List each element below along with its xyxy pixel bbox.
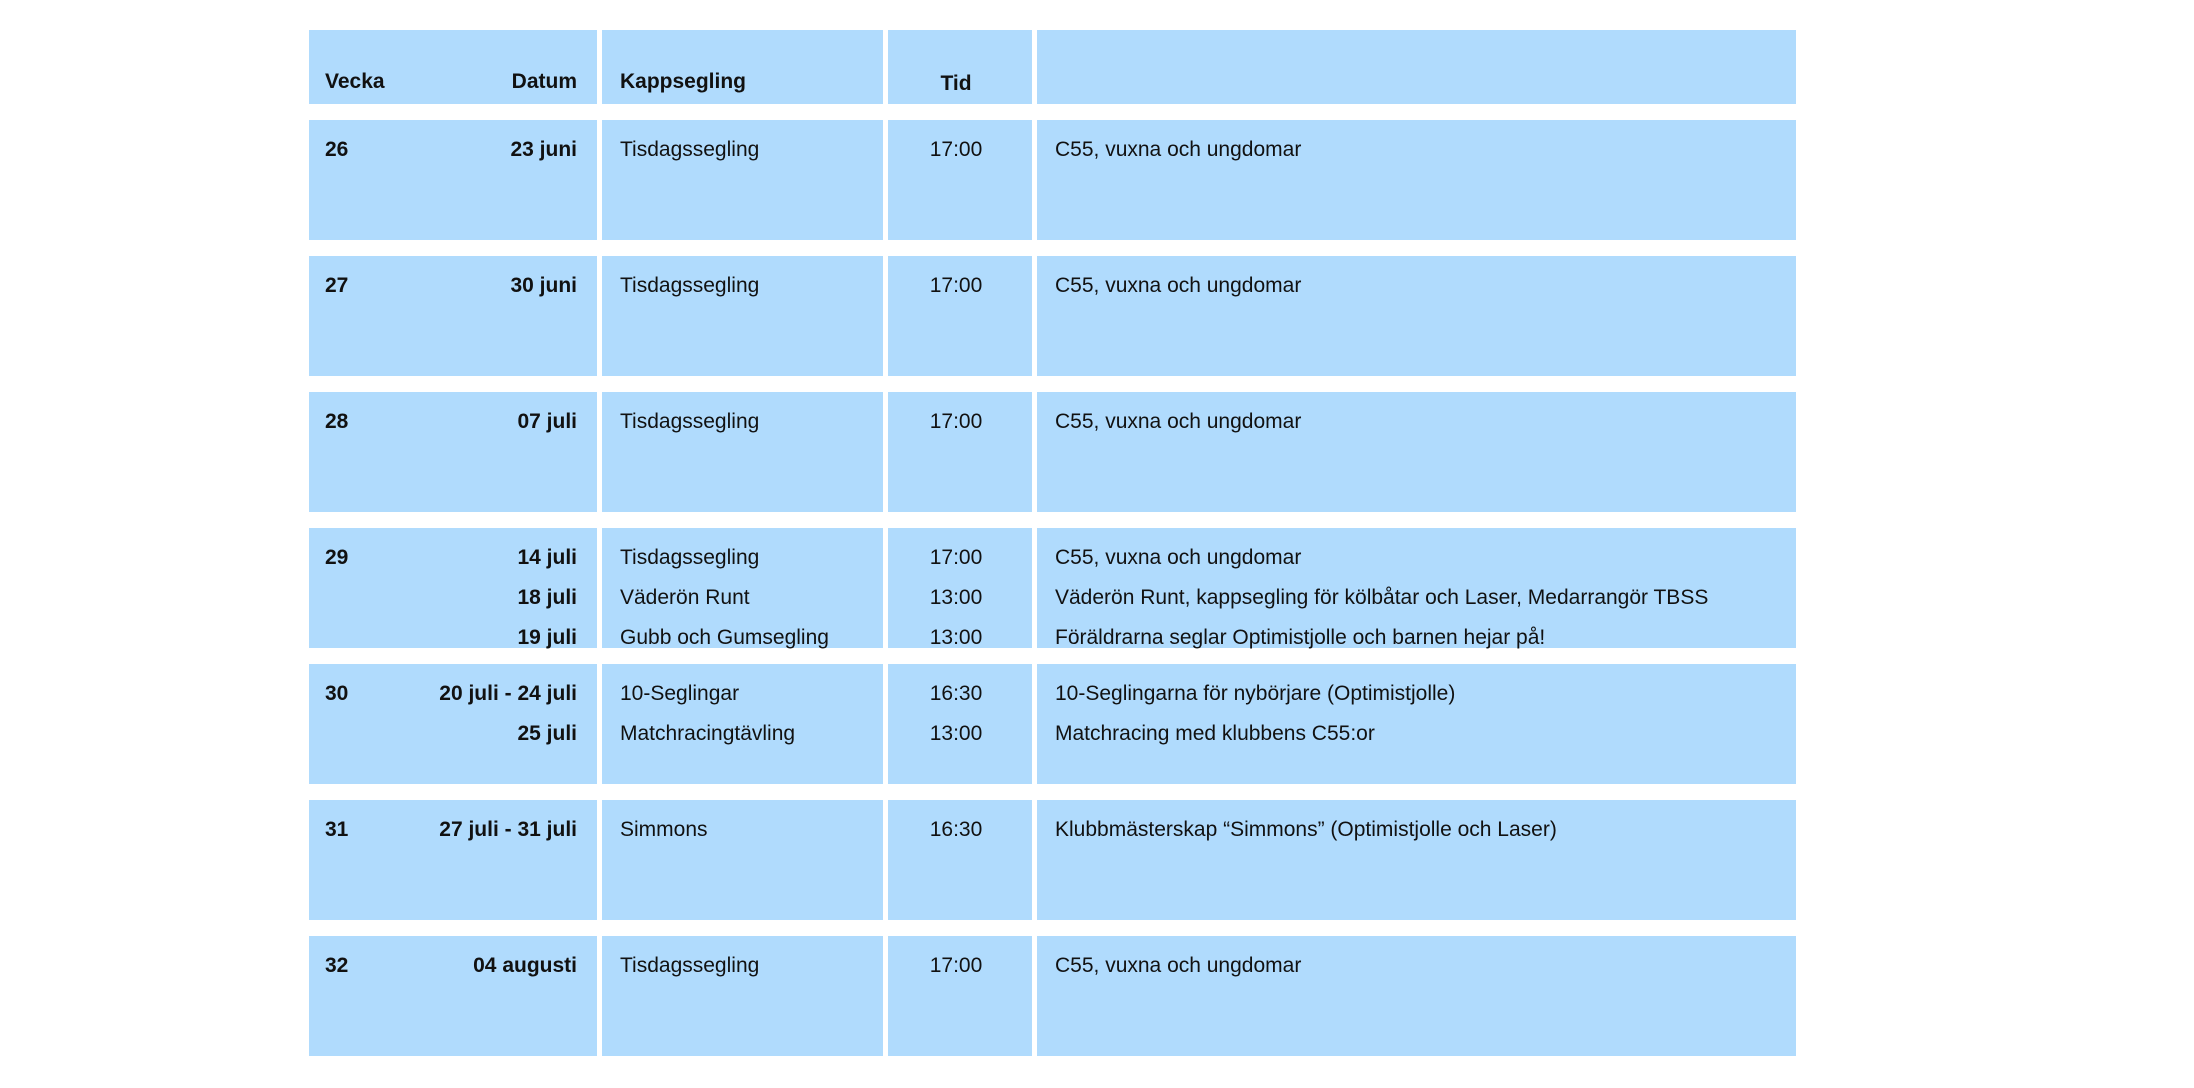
- race-name: Tisdagssegling: [620, 954, 760, 977]
- race-name: Väderön Runt: [620, 586, 750, 609]
- date-text: 07 juli: [517, 410, 577, 433]
- race-cell: [602, 800, 883, 920]
- race-name: Tisdagssegling: [620, 274, 760, 297]
- header-tid: Tid: [940, 72, 972, 95]
- race-description: 10-Seglingarna för nybörjare (Optimistjolle): [1055, 682, 1456, 705]
- race-time: 17:00: [929, 546, 983, 569]
- time-cell: [888, 800, 1032, 920]
- week-number: 27: [325, 274, 349, 297]
- race-time: 13:00: [929, 586, 983, 609]
- race-time: 17:00: [929, 274, 983, 297]
- race-name: Tisdagssegling: [620, 546, 760, 569]
- race-description: C55, vuxna och ungdomar: [1055, 274, 1302, 297]
- time-cell: [888, 120, 1032, 240]
- header-cell-race: [602, 30, 883, 104]
- race-time: 17:00: [929, 138, 983, 161]
- race-description: C55, vuxna och ungdomar: [1055, 546, 1302, 569]
- header-cell-time: [888, 30, 1032, 104]
- week-number: 28: [325, 410, 349, 433]
- race-description: C55, vuxna och ungdomar: [1055, 138, 1302, 161]
- header-vecka: Vecka: [325, 70, 385, 93]
- race-name: Simmons: [620, 818, 708, 841]
- week-date-cell: [309, 120, 597, 240]
- week-number: 29: [325, 546, 349, 569]
- race-cell: [602, 664, 883, 784]
- race-description: Föräldrarna seglar Optimistjolle och barnen hejar på!: [1055, 626, 1546, 649]
- date-text: 18 juli: [517, 586, 577, 609]
- description-cell: [1037, 256, 1796, 376]
- race-description: C55, vuxna och ungdomar: [1055, 954, 1302, 977]
- race-time: 17:00: [929, 954, 983, 977]
- race-description: Klubbmästerskap “Simmons” (Optimistjolle och Laser): [1055, 818, 1557, 841]
- table-row: [309, 800, 1801, 920]
- date-list: [439, 816, 577, 856]
- week-number: 32: [325, 954, 349, 977]
- header-cell-description: [1037, 30, 1796, 104]
- date-list: [439, 680, 577, 760]
- week-date-cell: [309, 528, 597, 648]
- header-datum: Datum: [511, 70, 577, 93]
- race-description: C55, vuxna och ungdomar: [1055, 410, 1302, 433]
- description-cell: [1037, 664, 1796, 784]
- description-cell: [1037, 800, 1796, 920]
- header-kappsegling: Kappsegling: [620, 70, 747, 93]
- race-cell: [602, 120, 883, 240]
- table-row: [309, 528, 1801, 648]
- week-date-cell: [309, 392, 597, 512]
- week-date-cell: [309, 256, 597, 376]
- table-row: [309, 120, 1801, 240]
- race-cell: [602, 256, 883, 376]
- description-cell: [1037, 528, 1796, 648]
- race-description: Matchracing med klubbens C55:or: [1055, 722, 1375, 745]
- table-body: [309, 120, 1801, 1056]
- schedule-table: [309, 30, 1801, 1056]
- race-time: 13:00: [929, 626, 983, 649]
- time-cell: [888, 528, 1032, 648]
- description-cell: [1037, 936, 1796, 1056]
- week-date-cell: [309, 800, 597, 920]
- time-cell: [888, 664, 1032, 784]
- date-text: 20 juli - 24 juli: [439, 682, 577, 705]
- date-list: [517, 408, 577, 448]
- week-number: 30: [325, 682, 349, 705]
- header-cell-week-date: [309, 30, 597, 104]
- description-cell: [1037, 120, 1796, 240]
- table-row: [309, 664, 1801, 784]
- time-cell: [888, 936, 1032, 1056]
- date-text: 27 juli - 31 juli: [439, 818, 577, 841]
- date-list: [517, 544, 577, 664]
- week-date-cell: [309, 936, 597, 1056]
- race-name: Tisdagssegling: [620, 138, 760, 161]
- date-text: 23 juni: [510, 138, 577, 161]
- race-time: 17:00: [929, 410, 983, 433]
- week-number: 31: [325, 818, 349, 841]
- table-row: [309, 256, 1801, 376]
- date-text: 19 juli: [517, 626, 577, 649]
- race-cell: [602, 936, 883, 1056]
- week-number: 26: [325, 138, 349, 161]
- race-name: Tisdagssegling: [620, 410, 760, 433]
- race-time: 16:30: [929, 682, 983, 705]
- race-name: Gubb och Gumsegling: [620, 626, 829, 649]
- race-name: Matchracingtävling: [620, 722, 796, 745]
- time-cell: [888, 392, 1032, 512]
- race-time: 13:00: [929, 722, 983, 745]
- date-text: 25 juli: [517, 722, 577, 745]
- table-row: [309, 936, 1801, 1056]
- date-text: 14 juli: [517, 546, 577, 569]
- time-cell: [888, 256, 1032, 376]
- race-description: Väderön Runt, kappsegling för kölbåtar och Laser, Medarrangör TBSS: [1055, 586, 1709, 609]
- date-text: 30 juni: [510, 274, 577, 297]
- header-row: [309, 30, 1801, 104]
- table-row: [309, 392, 1801, 512]
- race-name: 10-Seglingar: [620, 682, 740, 705]
- description-cell: [1037, 392, 1796, 512]
- date-text: 04 augusti: [473, 954, 577, 977]
- race-time: 16:30: [929, 818, 983, 841]
- race-cell: [602, 392, 883, 512]
- date-list: [473, 952, 577, 992]
- week-date-cell: [309, 664, 597, 784]
- date-list: [510, 136, 577, 176]
- date-list: [510, 272, 577, 312]
- race-cell: [602, 528, 883, 648]
